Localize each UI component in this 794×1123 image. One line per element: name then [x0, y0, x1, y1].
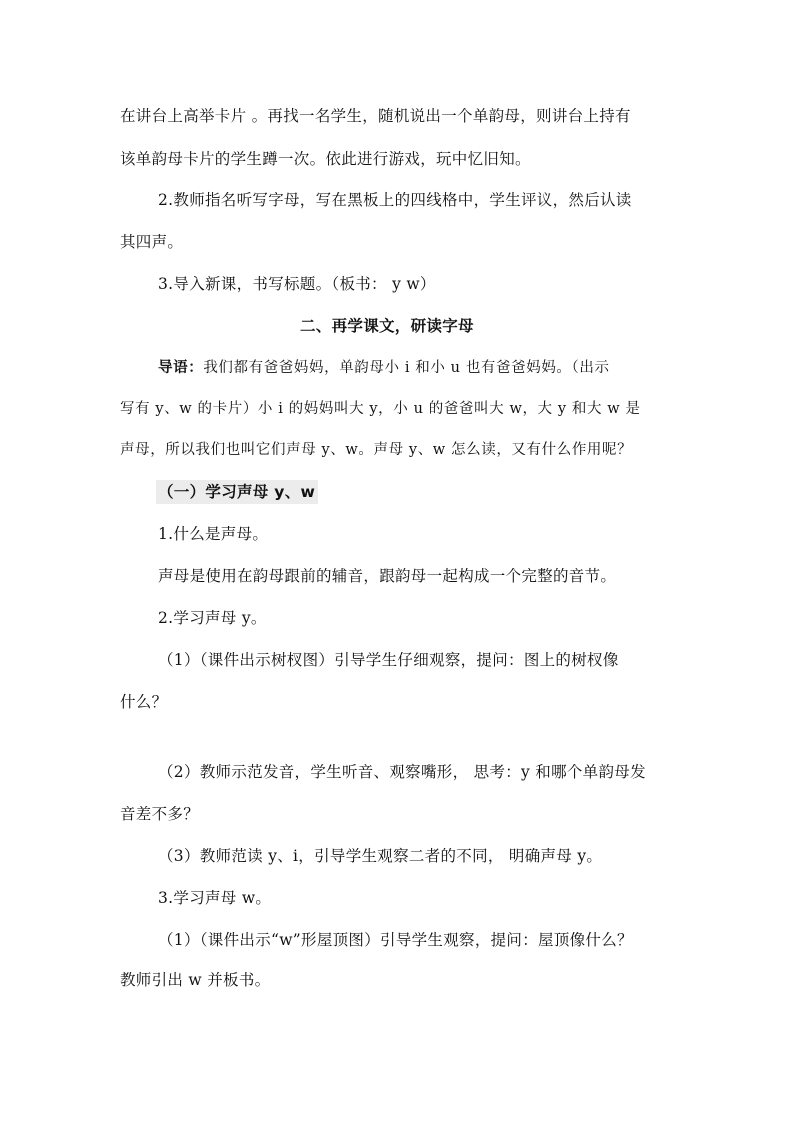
item-1-body: 声母是使用在韵母跟前的辅音，跟韵母一起构成一个完整的音节。 [158, 567, 617, 585]
sub-heading: （一）学习声母 y、w [158, 483, 316, 501]
item-1-title: 1.什么是声母。 [158, 525, 269, 543]
item-2-title: 2.学习声母 y。 [158, 609, 267, 627]
item-3-title: 3.学习声母 w。 [158, 889, 272, 907]
paragraph-2-line-2: 其四声。 [120, 233, 184, 251]
item-2-1-line-1: （1）（课件出示树杈图）引导学生仔细观察，提问：图上的树杈像 [158, 651, 619, 669]
lead-label: 导语： [158, 360, 204, 376]
paragraph-1-line-1: 在讲台上高举卡片 。再找一名学生，随机说出一个单韵母，则讲台上持有 [120, 107, 631, 125]
item-2-3: （3）教师范读 y、i，引导学生观察二者的不同， 明确声母 y。 [158, 847, 603, 865]
section-heading: 二、再学课文，研读字母 [300, 317, 474, 335]
paragraph-1-line-2: 该单韵母卡片的学生蹲一次。依此进行游戏，玩中忆旧知。 [120, 150, 531, 168]
paragraph-3: 3.导入新课，书写标题。（板书： y w） [158, 275, 436, 293]
item-3-1-line-2: 教师引出 w 并板书。 [120, 971, 271, 989]
item-2-2-line-1: （2）教师示范发音，学生听音、观察嘴形， 思考：y 和哪个单韵母发 [158, 763, 646, 781]
lead-line-2: 写有 y、w 的卡片）小 i 的妈妈叫大 y，小 u 的爸爸叫大 w，大 y 和大 w 是 [120, 401, 641, 417]
item-2-2-line-2: 音差不多？ [120, 805, 200, 823]
lead-line-3: 声母，所以我们也叫它们声母 y、w。声母 y、w 怎么读，又有什么作用呢？ [120, 442, 633, 458]
lead-line-1 [158, 358, 610, 378]
item-3-1-line-1: （1）（课件出示“w”形屋顶图）引导学生观察，提问：屋顶像什么？ [158, 931, 633, 949]
item-2-1-line-2: 什么？ [120, 693, 168, 711]
paragraph-2-line-1: 2.教师指名听写字母，写在黑板上的四线格中，学生评议，然后认读 [158, 191, 632, 209]
lead-text: 我们都有爸爸妈妈，单韵母小 i 和小 u 也有爸爸妈妈。（出示 [203, 360, 610, 376]
